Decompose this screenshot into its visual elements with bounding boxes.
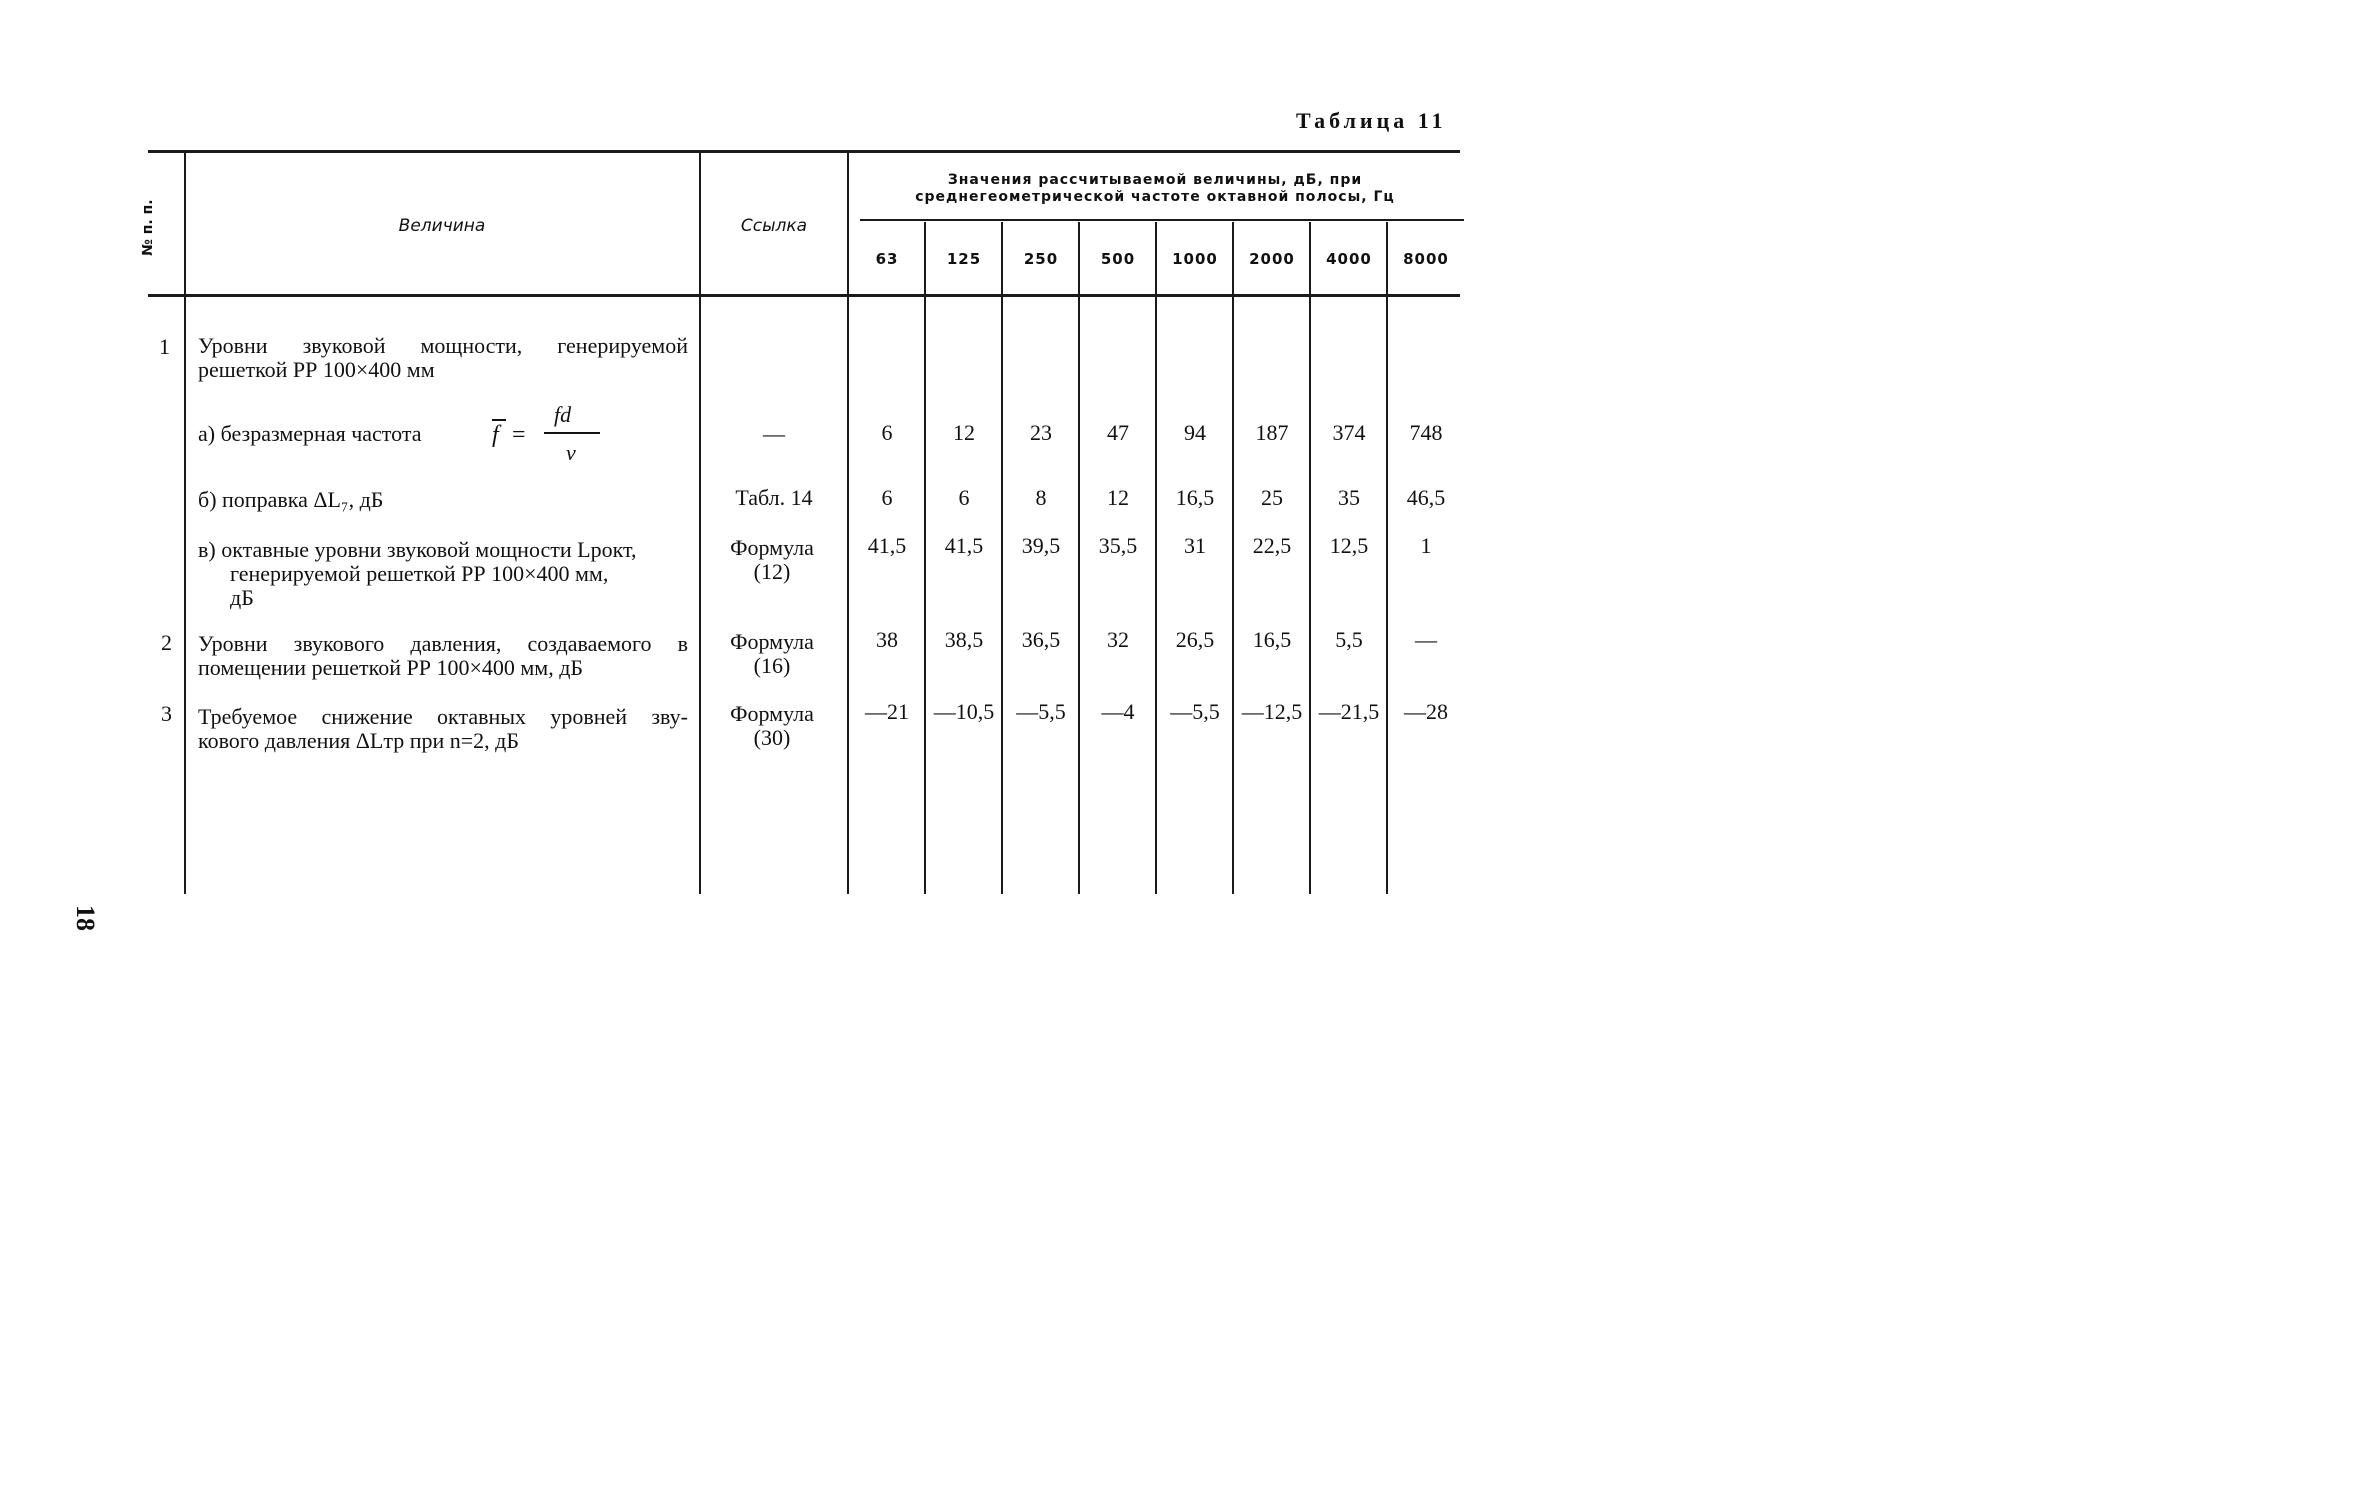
row-3-line1: Требуемое снижение октавных уровней зву-: [198, 704, 688, 729]
row-1b-value: 6: [958, 485, 970, 510]
formula-overbar: [492, 419, 506, 421]
header-group-rule: [860, 219, 1464, 221]
table-caption: Таблица 11: [1296, 108, 1447, 133]
row-1a-label: а) безразмерная частота: [198, 421, 422, 446]
row-1b-value: 35: [1338, 485, 1360, 510]
row-number: 2: [161, 630, 172, 655]
col-divider-2: [699, 152, 701, 894]
row-number: 3: [161, 701, 172, 726]
row-2-value: 38: [876, 627, 898, 652]
header-no: № п. п.: [140, 199, 156, 256]
row-number: 1: [159, 334, 170, 359]
row-1a-value: 94: [1184, 420, 1206, 445]
row-1c-line3: дБ: [230, 585, 254, 610]
row-2-value: —: [1415, 627, 1437, 652]
row-1c-value: 41,5: [867, 533, 907, 558]
row-2-text: [198, 632, 688, 680]
row-1a-value: 374: [1332, 420, 1366, 445]
row-1c-ref-line2: (12): [753, 559, 791, 584]
row-3-value: —4: [1101, 699, 1135, 724]
row-3-value: —5,5: [1170, 699, 1220, 724]
row-1c-text: [198, 538, 692, 610]
freq-2000: 2000: [1249, 250, 1295, 268]
row-2-value: 5,5: [1335, 627, 1363, 652]
row-3-reference: [698, 702, 846, 750]
header-values-line2: среднегеометрической частоте октавной полосы, Гц: [915, 189, 1395, 205]
row-3-text: [198, 705, 688, 753]
row-1a-value: 23: [1030, 420, 1052, 445]
row-3-value: —5,5: [1016, 699, 1066, 724]
formula-numerator: fd: [554, 402, 572, 427]
row-1c-line1: в) октавные уровни звуковой мощности Lрокт,: [198, 537, 637, 562]
row-1b-value: 16,5: [1175, 485, 1215, 510]
row-1a-value: 187: [1255, 420, 1289, 445]
row-2-value: 32: [1107, 627, 1129, 652]
row-2-ref-line1: Формула: [730, 629, 814, 654]
header-values-line1: Значения рассчитываемой величины, дБ, при: [947, 172, 1363, 188]
row-2-value: 38,5: [944, 627, 984, 652]
row-2-line2: помещении решеткой РР 100×400 мм, дБ: [198, 655, 584, 680]
freq-8000: 8000: [1403, 250, 1449, 268]
row-2-value: 26,5: [1175, 627, 1215, 652]
row-1-line2: решеткой РР 100×400 мм: [198, 357, 435, 382]
freq-125: 125: [946, 250, 982, 268]
freq-250: 250: [1023, 250, 1059, 268]
freq-500: 500: [1100, 250, 1136, 268]
row-3-value: —21: [865, 699, 909, 724]
row-1b-label: б) поправка ΔL₇, дБ: [198, 487, 384, 512]
row-1b-value: 12: [1107, 485, 1129, 510]
header-values-group: [850, 172, 1460, 206]
row-3-value: —21,5: [1318, 699, 1380, 724]
row-3-value: —12,5: [1241, 699, 1303, 724]
row-1-line1: Уровни звуковой мощности, генерируемой: [198, 333, 688, 358]
row-1a-value: 748: [1409, 420, 1443, 445]
row-3-value: —10,5: [933, 699, 995, 724]
row-1c-value: 1: [1420, 533, 1432, 558]
table-top-rule: [148, 150, 1460, 153]
row-1b-reference: Табл. 14: [735, 485, 813, 510]
row-1c-value: 39,5: [1021, 533, 1061, 558]
row-1b-value: 46,5: [1406, 485, 1446, 510]
row-3-ref-line1: Формула: [730, 701, 814, 726]
freq-63: 63: [875, 250, 899, 268]
row-1c-value: 22,5: [1252, 533, 1292, 558]
row-1c-reference: [698, 536, 846, 584]
row-2-value: 36,5: [1021, 627, 1061, 652]
row-1c-line2: генерируемой решеткой РР 100×400 мм,: [230, 561, 609, 586]
row-2-line1: Уровни звукового давления, создаваемого в: [198, 631, 688, 656]
row-1c-ref-line1: Формула: [730, 535, 814, 560]
header-quantity: Величина: [398, 216, 486, 236]
row-1b-value: 6: [881, 485, 893, 510]
row-2-ref-line2: (16): [753, 653, 791, 678]
row-1a-value: 12: [953, 420, 975, 445]
page-number: 18: [71, 905, 100, 931]
row-2-reference: [698, 630, 846, 678]
row-1c-value: 35,5: [1098, 533, 1138, 558]
row-3-line2: кового давления ΔLтр при n=2, дБ: [198, 728, 519, 753]
col-divider-1: [184, 152, 186, 894]
row-1b-value: 8: [1035, 485, 1047, 510]
header-bottom-rule: [148, 294, 1460, 297]
row-1-text: [198, 334, 688, 382]
row-1c-value: 31: [1184, 533, 1206, 558]
row-1c-value: 12,5: [1329, 533, 1369, 558]
row-2-value: 16,5: [1252, 627, 1292, 652]
row-1a-reference: —: [763, 421, 785, 446]
formula-lhs: f: [492, 422, 499, 448]
row-1a-value: 47: [1107, 420, 1129, 445]
freq-1000: 1000: [1172, 250, 1218, 268]
formula-denominator: v: [566, 440, 576, 465]
formula-fraction-bar: [544, 432, 600, 434]
row-1c-value: 41,5: [944, 533, 984, 558]
formula-equals: =: [512, 422, 526, 448]
dimensionless-frequency-formula: [492, 402, 612, 472]
row-1b-value: 25: [1261, 485, 1283, 510]
row-1a-value: 6: [881, 420, 893, 445]
row-3-ref-line2: (30): [753, 725, 791, 750]
header-reference: Ссылка: [740, 216, 808, 236]
freq-4000: 4000: [1326, 250, 1372, 268]
row-3-value: —28: [1404, 699, 1448, 724]
